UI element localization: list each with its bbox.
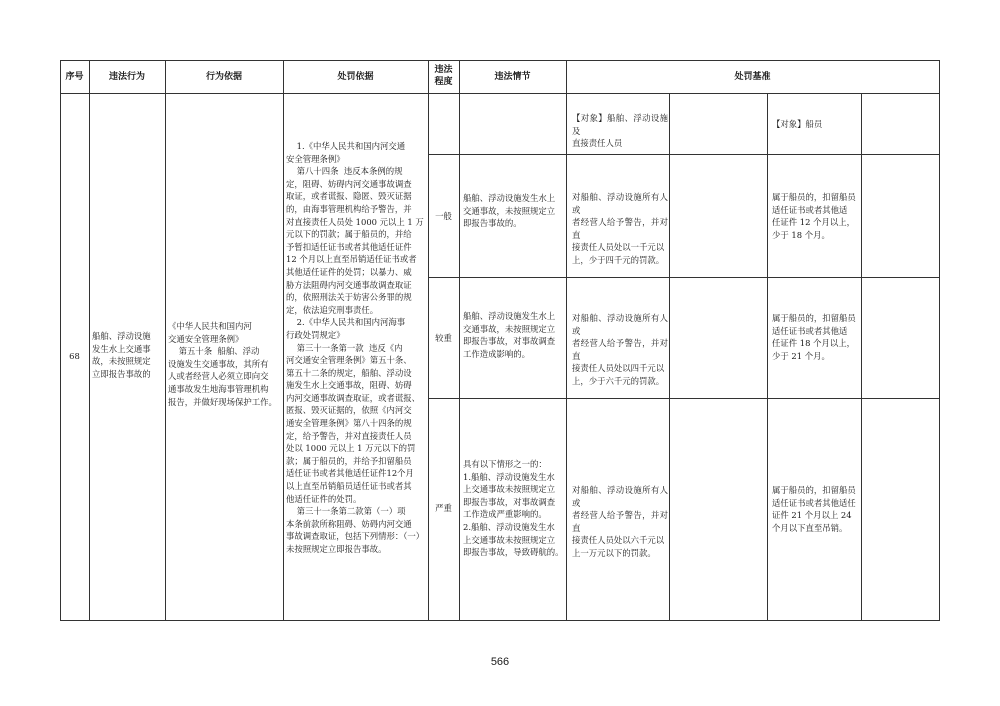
degree-serious: 较重 xyxy=(435,333,452,343)
col-line-7 xyxy=(669,93,670,621)
col-line-5 xyxy=(459,60,460,621)
circumstance-serious: 船舶、浮动设施发生水上 交通事故，未按照规定立 即报告事故，对事故调查 工作造成影响的。 xyxy=(463,311,556,359)
standard-general-vessel: 对船舶、浮动设施所有人或 者经营人给予警告，并对直 接责任人员处以一千元以 上，少于四千元的罚款。 xyxy=(572,192,668,265)
subject-crew: 【对象】船员 xyxy=(772,119,823,129)
circumstance-general: 船舶、浮动设施发生水上 交通事故，未按照规定立 即报告事故的。 xyxy=(463,193,556,229)
row-penalty-basis: 1.《中华人民共和国内河交通 安全管理条例》 第八十四条 违反本条例的规 定，阻碍、妨碍内河交通事故调查 取证，或者谎报、隐匿、毁灭证据 的，由海事管理机构给予警告，并 对直接责任人员处 1000 元以上 1 万 元以下的罚款；属于船员的，并给 予暂扣适任证书或者其他适任证件 12 个月以上直至吊销适任证书或者 其他适任证件的处罚；以暴力、威 胁方法阻碍内河交通事故调查取证 的，依照刑法关于妨害公务罪的规 定，依法追究刑事责任。 2.《中华人民共和国内河海事 行政处罚规定》 第三十一条第一款 违反《内 河交通安全管理条例》第五十条、 第五十二条的规定，船舶、浮动设 施发生水上交通事故，阻碍、妨碍 内河交通事故调查取证，或者谎报、 匿报、毁灭证据的，依照《内河交 通安全管理条例》第八十四条的规 定，给予警告，并对直接责任人员 处以 1000 元以上 1 万元以下的罚 款；属于船员的，并给予扣留船员 适任证书或者其他适任证件12个月 以上直至吊销船员适任证书或者其 他适任证件的处罚。 第三十一条第二款第（一）项 本条前款所称阻碍、妨碍内河交通 事故调查取证，包括下列情形：（一） 未按照规定立即报告事故。 xyxy=(286,141,425,554)
col-line-3 xyxy=(283,60,284,621)
table-border-top xyxy=(60,60,940,61)
subject-vessel: 【对象】船舶、浮动设施及 直接责任人员 xyxy=(572,113,668,149)
row-seq: 68 xyxy=(69,351,80,361)
standard-severe-crew: 属于船员的，扣留船员 适任证书或者其他适任 证件 21 个月以上 24 个月以下直至吊销。 xyxy=(772,485,856,533)
header-seq: 序号 xyxy=(65,72,84,82)
header-penalty-basis: 处罚依据 xyxy=(337,72,374,82)
table-border-bottom xyxy=(60,620,940,621)
header-behavior: 违法行为 xyxy=(108,72,145,82)
row-divider-level-1 xyxy=(428,277,940,278)
standard-serious-vessel: 对船舶、浮动设施所有人或 者经营人给予警告，并对直 接责任人员处以四千元以 上，少于六千元的罚款。 xyxy=(572,313,668,386)
row-behavior: 船舶、浮动设施 发生水上交通事 故，未按照规定 立即报告事故的 xyxy=(92,331,151,379)
col-line-10 xyxy=(939,60,940,621)
standard-severe-vessel: 对船舶、浮动设施所有人或 者经营人给予警告，并对直 接责任人员处以六千元以 上一万元以下的罚款。 xyxy=(572,485,668,558)
col-line-1 xyxy=(89,60,90,621)
col-line-6 xyxy=(566,60,567,621)
table-header-bottom xyxy=(60,93,940,94)
degree-severe: 严重 xyxy=(435,503,452,513)
row-divider-subject xyxy=(428,154,940,155)
col-line-0 xyxy=(60,60,61,621)
row-basis: 《中华人民共和国内河 交通安全管理条例》 第五十条 船舶、浮动 设施发生交通事故，其所有 人或者经营人必须立即向交 通事故发生地海事管理机构 报告，并做好现场保护工作。 xyxy=(168,321,277,407)
standard-general-crew: 属于船员的，扣留船员 适任证书或者其他适 任证件 12 个月以上， 少于 18 个月。 xyxy=(772,192,856,240)
page-number: 566 xyxy=(490,656,510,668)
header-standard: 处罚基准 xyxy=(734,72,771,82)
row-divider-level-2 xyxy=(428,398,940,399)
degree-general: 一般 xyxy=(435,211,452,221)
circumstance-severe: 具有以下情形之一的： 1.船舶、浮动设施发生水 上交通事故未按照规定立 即报告事故，对事故调查 工作造成严重影响的。 2.船舶、浮动设施发生水 上交通事故未按照规定立 即报告事故，导致碍航的。 xyxy=(463,459,564,558)
header-circumstance: 违法情节 xyxy=(494,72,531,82)
col-line-8 xyxy=(767,93,768,621)
standard-serious-crew: 属于船员的，扣留船员 适任证书或者其他适 任证件 18 个月以上， 少于 21 个月。 xyxy=(772,313,856,361)
header-basis: 行为依据 xyxy=(205,72,242,82)
header-degree: 违法 程度 xyxy=(434,65,453,87)
col-line-2 xyxy=(165,60,166,621)
col-line-9 xyxy=(861,93,862,621)
